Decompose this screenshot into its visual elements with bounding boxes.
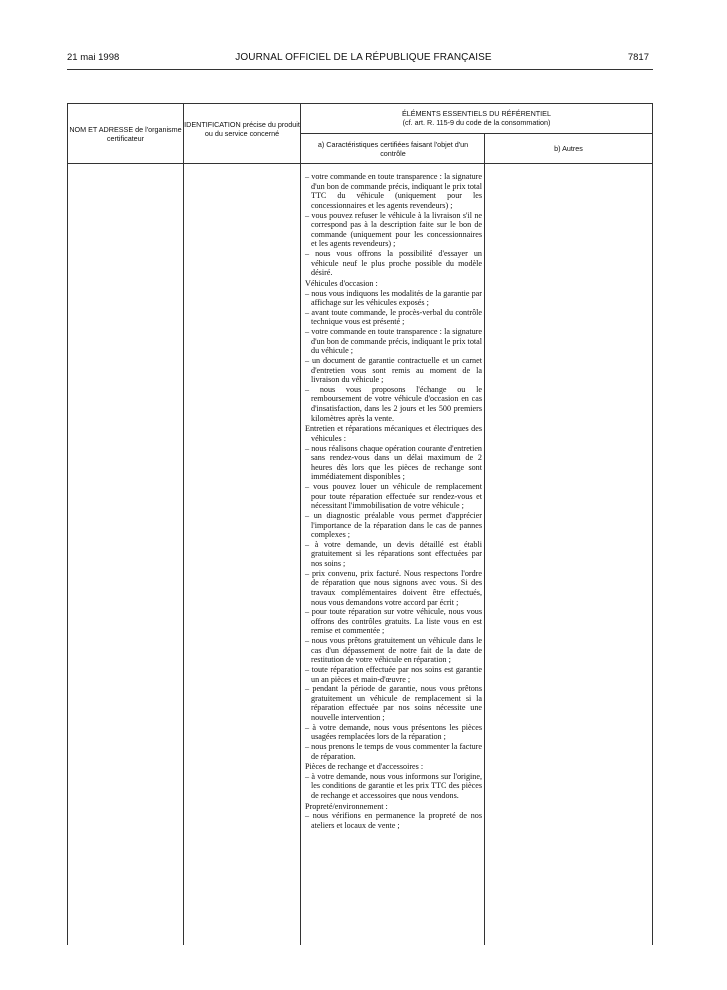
list-item: – pour toute réparation sur votre véhicule, nous vous offrons des contrôles gratuits. La liste vous en est remise et commentée ; xyxy=(305,607,482,636)
col2-header: IDENTIFICATION précise du produit ou du service concerné xyxy=(184,120,300,138)
list-item: – nous vous proposons l'échange ou le remboursement de votre véhicule d'occasion en cas d'insatisfaction, dans les 2 jours et les 500 premiers kilomètres après la vente. xyxy=(305,384,482,423)
list-item: – vous pouvez louer un véhicule de remplacement pour toute réparation effectuée sur rendez-vous et nécessitant l'immobilisation de votre véhicule ; xyxy=(305,482,482,511)
header-subdivider xyxy=(300,133,653,134)
header-rule xyxy=(67,69,653,70)
col3-header-subtitle: (cf. art. R. 115-9 du code de la consommation) xyxy=(402,118,551,127)
list-item: – un diagnostic préalable vous permet d'apprécier l'importance de la réparation dans le cas de pannes complexes ; xyxy=(305,510,482,540)
list-item: – nous vous indiquons les modalités de la garantie par affichage sur les véhicules exposés ; xyxy=(305,288,482,308)
list-item: – nous vous offrons la possibilité d'essayer un véhicule neuf le plus proche possible du modèle désiré. xyxy=(305,249,482,278)
header-bottom-border xyxy=(67,163,653,164)
header-page-number: 7817 xyxy=(627,52,649,63)
list-item: – prix convenu, prix facturé. Nous respectons l'ordre de réparation que nous signons avec vous. Si des travaux complémentaires doivent être effectués, nous vous demandons votre accord par écrit ; xyxy=(305,568,482,607)
col1-header: NOM ET ADRESSE de l'organisme certificateur xyxy=(69,125,182,143)
list-item: – toute réparation effectuée par nos soins est garantie un an pièces et main-d'œuvre ; xyxy=(305,664,482,684)
header-publication: JOURNAL OFFICIEL DE LA RÉPUBLIQUE FRANÇAISE xyxy=(235,52,492,63)
column-divider-3 xyxy=(484,133,485,945)
section-heading-parts: Pièces de rechange et d'accessoires : xyxy=(305,762,424,772)
section-heading-maintenance: Entretien et réparations mécaniques et électriques des véhicules : xyxy=(305,424,482,443)
column-divider-2 xyxy=(300,103,301,945)
header-date: 21 mai 1998 xyxy=(67,52,120,63)
list-item: – à votre demande, un devis détaillé est établi gratuitement si les réparations sont effectuées par nos soins ; xyxy=(305,539,482,568)
list-item: – vous pouvez refuser le véhicule à la livraison s'il ne correspond pas à la description faite sur le bon de commande (uniquement pour les concessionnaires et les agents revendeurs) ; xyxy=(305,210,482,249)
col3-header-title: ÉLÉMENTS ESSENTIELS DU RÉFÉRENTIEL xyxy=(402,109,551,118)
list-item: – nous réalisons chaque opération courante d'entretien sans rendez-vous dans un délai maximum de 2 heures dès lors que les pièces de rechange sont immédiatement disponibles ; xyxy=(305,443,482,482)
column-divider-1 xyxy=(183,103,184,945)
section-heading-cleanliness: Propreté/environnement : xyxy=(305,801,388,811)
list-item: – votre commande en toute transparence : la signature d'un bon de commande précis, indiquant le prix total TTC du véhicule (uniquement pour les concessionnaires et les agents revendeurs) ; xyxy=(305,172,482,210)
list-item: – votre commande en toute transparence : la signature d'un bon de commande précis, indiquant le prix total du véhicule ; xyxy=(305,327,482,356)
list-item: – un document de garantie contractuelle et un carnet d'entretien vous sont remis au moment de la livraison du véhicule ; xyxy=(305,355,482,385)
table-right-border xyxy=(652,103,653,945)
list-item: – nous prenons le temps de vous commenter la facture de réparation. xyxy=(305,741,482,761)
list-item: – pendant la période de garantie, nous vous prêtons gratuitement un véhicule de remplacement si la réparation effectuée par nos soins nécessite une nouvelle intervention ; xyxy=(305,684,482,722)
table-left-border xyxy=(67,103,68,945)
list-item: – avant toute commande, le procès-verbal du contrôle technique vous est présenté ; xyxy=(305,307,482,327)
section-heading-used-vehicles: Véhicules d'occasion : xyxy=(305,278,378,288)
col3a-header: a) Caractéristiques certifiées faisant l'objet d'un contrôle xyxy=(317,140,469,158)
list-item: – nous vérifions en permanence la propreté de nos ateliers et locaux de vente ; xyxy=(305,811,482,830)
table-top-border xyxy=(67,103,653,104)
col3b-header: b) Autres xyxy=(554,144,583,153)
list-item: – nous vous prêtons gratuitement un véhicule dans le cas d'un dépassement de notre fait de la date de restitution de votre véhicule en réparation ; xyxy=(305,636,482,665)
criteria-column xyxy=(305,172,482,831)
list-item: – à votre demande, nous vous présentons les pièces usagées remplacées lors de la réparation ; xyxy=(305,722,482,742)
list-item: – à votre demande, nous vous informons sur l'origine, les conditions de garantie et les prix TTC des pièces de rechange et accessoires que nous vendons. xyxy=(305,771,482,800)
